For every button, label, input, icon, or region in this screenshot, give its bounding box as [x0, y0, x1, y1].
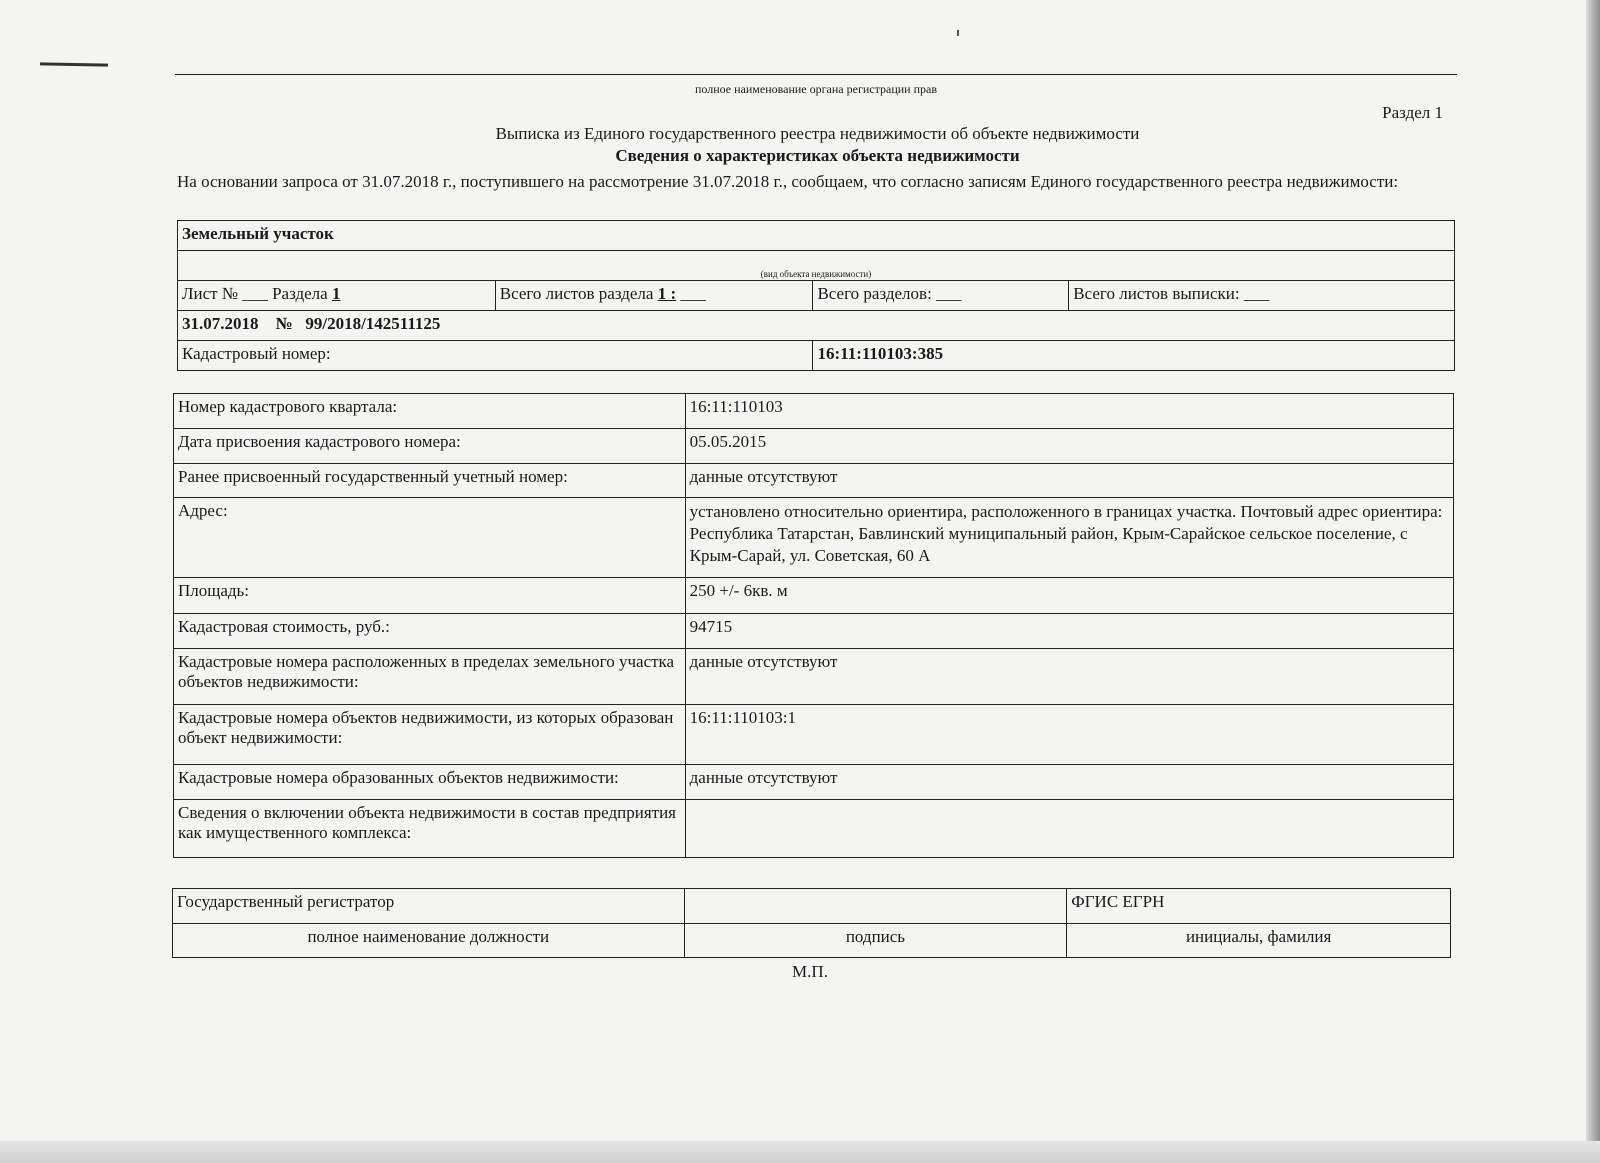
document-subtitle: Сведения о характеристиках объекта недвижимости — [615, 146, 1020, 165]
scan-dot — [957, 30, 959, 36]
table-row — [174, 498, 1454, 578]
table-row — [174, 429, 1454, 464]
cadastral-number-value: 16:11:110103:385 — [813, 341, 1455, 371]
row-label: Кадастровые номера объектов недвижимости, из которых образован объект недвижимости: — [174, 705, 686, 765]
registration-authority-line — [175, 74, 1457, 75]
row-label: Кадастровая стоимость, руб.: — [174, 614, 686, 649]
object-type: Земельный участок — [178, 221, 1455, 251]
extract-number: 99/2018/142511125 — [305, 314, 441, 333]
row-value: 94715 — [685, 614, 1453, 649]
table-row — [174, 464, 1454, 498]
table-row — [174, 614, 1454, 649]
table-row — [174, 765, 1454, 800]
total-sheets-value: 1 : — [657, 284, 677, 303]
row-value — [685, 800, 1453, 858]
characteristics-table — [173, 393, 1454, 858]
row-value: данные отсутствуют — [685, 765, 1453, 800]
row-value: 16:11:110103:1 — [685, 705, 1453, 765]
row-label: Ранее присвоенный государственный учетный номер: — [174, 464, 686, 498]
total-sections: Всего разделов: ___ — [813, 281, 1069, 311]
section-label: Раздел 1 — [1382, 103, 1443, 122]
object-header-table — [177, 220, 1455, 371]
registration-authority-caption: полное наименование органа регистрации прав — [694, 82, 938, 96]
signature-table — [172, 888, 1451, 958]
intro-text: На основании запроса от 31.07.2018 г., поступившего на рассмотрение 31.07.2018 г., сообщаем, что согласно записям Единого государственного реестра недвижимости: — [177, 172, 1399, 191]
scan-bottom-edge — [0, 1141, 1600, 1163]
table-row — [174, 649, 1454, 705]
table-row — [174, 705, 1454, 765]
row-label: Адрес: — [174, 498, 686, 578]
total-extract-sheets: Всего листов выписки: ___ — [1069, 281, 1455, 311]
row-value: 250 +/- 6кв. м — [685, 578, 1453, 614]
scan-right-edge — [1586, 0, 1600, 1163]
row-label: Сведения о включении объекта недвижимости в состав предприятия как имущественного комплекса: — [174, 800, 686, 858]
registrar-position: Государственный регистратор — [173, 889, 685, 924]
object-type-caption: (вид объекта недвижимости) — [178, 251, 1455, 281]
registrar-name: ФГИС ЕГРН — [1067, 889, 1451, 924]
section-number: 1 — [331, 284, 341, 303]
table-row — [174, 578, 1454, 614]
extract-date: 31.07.2018 — [182, 314, 259, 333]
sheet-number-cell — [178, 281, 496, 311]
row-value: данные отсутствуют — [685, 649, 1453, 705]
stamp-placeholder: М.П. — [792, 962, 828, 981]
row-label: Площадь: — [174, 578, 686, 614]
name-caption: инициалы, фамилия — [1067, 924, 1451, 958]
total-sheets-label: Всего листов раздела — [499, 284, 654, 303]
row-value: 05.05.2015 — [685, 429, 1453, 464]
position-caption: полное наименование должности — [173, 924, 685, 958]
total-sheets-blank: ___ — [680, 284, 706, 303]
row-label: Дата присвоения кадастрового номера: — [174, 429, 686, 464]
row-label: Кадастровые номера расположенных в пределах земельного участка объектов недвижимости: — [174, 649, 686, 705]
document-title: Выписка из Единого государственного реестра недвижимости об объекте недвижимости — [495, 124, 1140, 143]
sheet-label: Лист № ___ Раздела — [182, 284, 328, 303]
row-value: установлено относительно ориентира, расположенного в границах участка. Почтовый адрес ориентира: Республика Татарстан, Бавлинский муниципальный район, Крым-Сарайское сельское поселение, с Крым-Сарай, ул. Советская, 60 А — [685, 498, 1453, 578]
signature-caption: подпись — [684, 924, 1067, 958]
registrar-signature — [684, 889, 1067, 924]
row-value: 16:11:110103 — [685, 394, 1453, 429]
row-label: Кадастровые номера образованных объектов недвижимости: — [174, 765, 686, 800]
number-sign: № — [275, 314, 293, 333]
cadastral-number-label: Кадастровый номер: — [178, 341, 813, 371]
row-label: Номер кадастрового квартала: — [174, 394, 686, 429]
row-value: данные отсутствуют — [685, 464, 1453, 498]
table-row — [174, 800, 1454, 858]
extract-id-cell — [178, 311, 1455, 341]
total-sheets-cell — [495, 281, 813, 311]
table-row — [174, 394, 1454, 429]
